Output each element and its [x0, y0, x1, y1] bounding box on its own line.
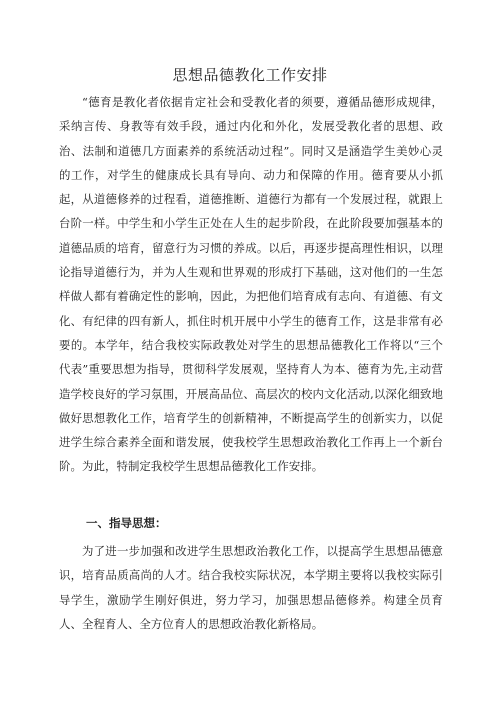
section-paragraph: 为了进一步加强和改进学生思想政治教化工作，以提高学生思想品德意识，培育品质高尚的人才。结合我校实际状况，本学期主要将以我校实际引导学生，激励学生刚好俱进，努力学习，加强思想品德修养。构建全员育人、全程育人、全方位育人的思想政治教化新格局。 [59, 544, 443, 631]
section-heading: 一、指导思想： [86, 516, 167, 530]
document-title: 思想品德教化工作安排 [172, 66, 328, 84]
intro-paragraph: “德育是教化者依据肯定社会和受教化者的须要，遵循品德形成规律，采纳言传、身教等有效手段，通过内化和外化，发展受教化者的思想、政治、法制和道德几方面素养的系统活动过程”。同时又是涵造学生美妙心灵的工作，对学生的健康成长具有导向、动力和保障的作用。德育要从小抓起，从道德修养的过程看，道德推断、道德行为都有一个发展过程，就跟上台阶一样。中学生和小学生正处在人生的起步阶段，在此阶段要加强基本的道德品质的培育，留意行为习惯的养成。以后，再逐步提高理性相识，以理论指导道德行为，并为人生观和世界观的形成打下基础，这对他们的一生怎样做人都有着确定性的影响，因此，为把他们培育成有志向、有道德、有文化、有纪律的四有新人，抓住时机开展中小学生的德育工作，这是非常有必要的。本学年，结合我校实际政教处对学生的思想品德教化工作将以“三个代表”重要思想为指导，贯彻科学发展观，坚持育人为本、德育为先,主动营造学校良好的学习氛围，开展高品位、高层次的校内文化活动,以深化细致地做好思想教化工作，培育学生的创新精神，不断提高学生的创新实力，以促进学生综合素养全面和谐发展，使我校学生思想政治教化工作再上一个新台阶。为此，特制定我校学生思想品德教化工作安排。 [59, 95, 443, 474]
